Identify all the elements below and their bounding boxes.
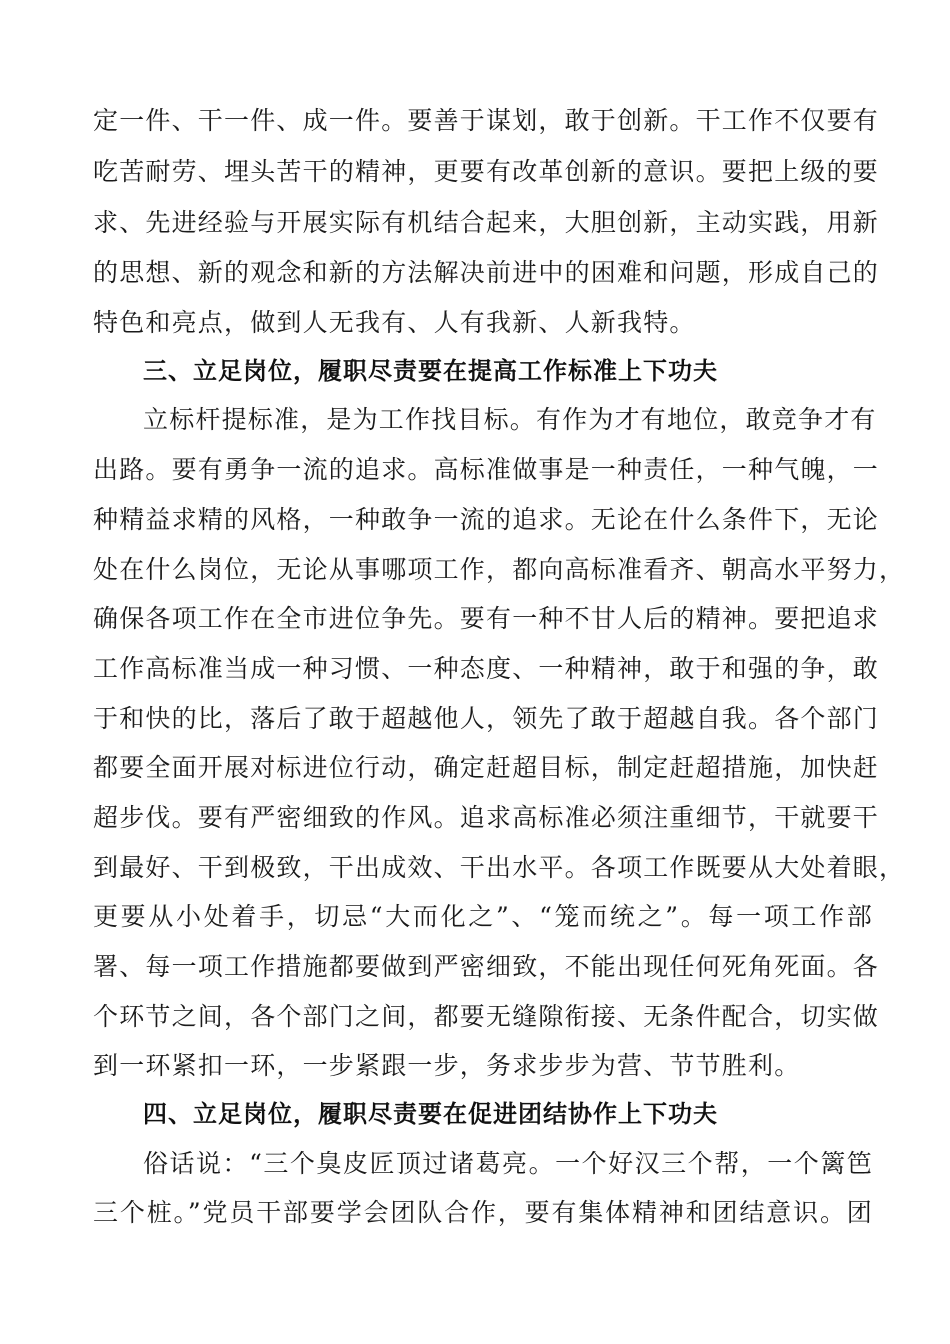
paragraph-line: 到最好、干到极致，干出成效、干出水平。各项工作既要从大处着眼，	[93, 853, 906, 882]
paragraph-line: 确保各项工作在全市进位争先。要有一种不甘人后的精神。要把追求	[93, 604, 880, 633]
paragraph-line: 处在什么岗位，无论从事哪项工作，都向高标准看齐、朝高水平努力，	[93, 555, 906, 584]
paragraph-line: 个环节之间，各个部门之间，都要无缝隙衔接、无条件配合，切实做	[93, 1002, 880, 1031]
paragraph-line: 吃苦耐劳、埋头苦干的精神，更要有改革创新的意识。要把上级的要	[93, 157, 880, 186]
paragraph-line: 三个桩。”党员干部要学会团队合作，要有集体精神和团结意识。团	[93, 1198, 873, 1227]
paragraph-line: 特色和亮点，做到人无我有、人有我新、人新我特。	[93, 308, 696, 337]
paragraph-line: 出路。要有勇争一流的追求。高标准做事是一种责任，一种气魄，一	[93, 455, 880, 484]
paragraph-line: 求、先进经验与开展实际有机结合起来，大胆创新，主动实践，用新	[93, 208, 880, 237]
paragraph-line: 到一环紧扣一环，一步紧跟一步，务求步步为营、节节胜利。	[93, 1051, 801, 1080]
paragraph-line: 立标杆提标准，是为工作找目标。有作为才有地位，敢竞争才有	[143, 405, 877, 434]
paragraph-line: 都要全面开展对标进位行动，确定赶超目标，制定赶超措施，加快赶	[93, 753, 880, 782]
paragraph-line: 定一件、干一件、成一件。要善于谋划，敢于创新。干工作不仅要有	[93, 106, 880, 135]
paragraph-line: 署、每一项工作措施都要做到严密细致，不能出现任何死角死面。各	[93, 952, 880, 981]
section-heading-4: 四、立足岗位，履职尽责要在促进团结协作上下功夫	[143, 1100, 718, 1128]
paragraph-line: 工作高标准当成一种习惯、一种态度、一种精神，敢于和强的争，敢	[93, 654, 880, 683]
paragraph-line: 超步伐。要有严密细致的作风。追求高标准必须注重细节，干就要干	[93, 803, 880, 832]
paragraph-line: 俗话说：“三个臭皮匠顶过诸葛亮。一个好汉三个帮，一个篱笆	[143, 1149, 873, 1178]
paragraph-line: 种精益求精的风格，一种敢争一流的追求。无论在什么条件下，无论	[93, 505, 880, 534]
paragraph-line: 更要从小处着手，切忌“大而化之”、“笼而统之”。每一项工作部	[93, 902, 873, 931]
paragraph-line: 于和快的比，落后了敢于超越他人，领先了敢于超越自我。各个部门	[93, 704, 880, 733]
paragraph-line: 的思想、新的观念和新的方法解决前进中的困难和问题，形成自己的	[93, 258, 880, 287]
section-heading-3: 三、立足岗位，履职尽责要在提高工作标准上下功夫	[143, 357, 718, 385]
